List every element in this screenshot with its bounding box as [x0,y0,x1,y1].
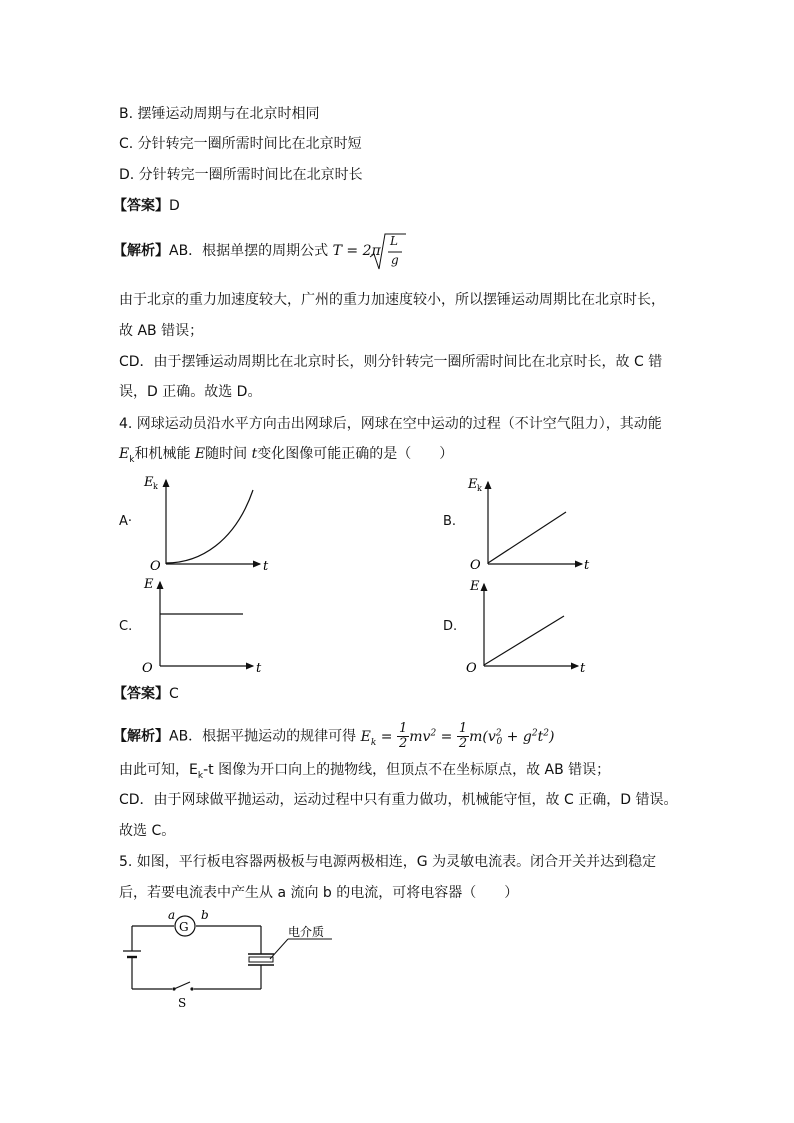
y-subscript: k [153,482,158,491]
stem-text: 随时间 [205,446,248,462]
graph-b-label: B. [443,514,457,529]
analysis-text: 由此可知，E [119,762,198,778]
analysis-text: -t 图像为开口向上的抛物线，但顶点不在坐标原点，故 AB 错误； [203,762,611,778]
formula-text: m(v [469,728,496,745]
ek-subscript: k [370,737,377,748]
answer-value: D [169,198,180,214]
sqrt-formula [368,231,408,273]
node-b-label: b [201,908,209,922]
fraction-denominator: 2 [458,736,468,752]
y-label: E [470,579,480,594]
square: 2 [531,728,538,738]
q3-analysis-line-1 [113,241,381,261]
t-symbol: t [251,446,258,462]
graph-a [140,470,280,576]
q5-stem-line-1: 5. 如图，平行板电容器两极板与电源两极相连，G 为灵敏电流表。闭合开关并达到稳定 [119,854,657,870]
stem-text: 变化图像可能正确的是（ ） [257,446,454,462]
equals: = [376,728,397,745]
origin-label: O [150,559,161,574]
analysis-text: AB．根据单摆的周期公式 [169,243,329,259]
graph-c-label: C. [119,619,133,634]
square: 2 [430,728,437,738]
v0-subscript: 0 [496,737,503,748]
leader-line [270,939,288,959]
answer-tag: 【答案】 [113,686,169,702]
graph-c [140,574,280,678]
answer-tag: 【答案】 [113,198,169,214]
line [488,512,566,563]
switch-label: S [178,996,187,1010]
q3-analysis-line-5: 误，D 正确。故选 D。 [119,384,262,400]
switch-lever [174,982,190,989]
origin-label: O [466,661,477,676]
curve [166,490,253,563]
x-label: t [580,661,586,676]
dielectric-label: 电介质 [288,925,325,939]
ek-subscript: k [129,454,135,465]
dielectric-slab [249,957,273,962]
q3-analysis-line-3: 故 AB 错误； [119,323,204,339]
graph-b [464,472,604,576]
q4-stem-line-1: 4. 网球运动员沿水平方向击出网球后，网球在空中运动的过程（不计空气阻力），其动能 [119,416,662,432]
formula-text: ) [548,728,555,745]
ek-symbol: E [360,728,371,745]
line [484,616,564,665]
q4-stem-line-2 [119,444,453,470]
origin-label: O [142,661,153,676]
ek-symbol: E [119,446,130,462]
galvanometer-label: G [179,920,189,934]
q4-analysis-line-1 [113,716,554,756]
x-label: t [256,661,262,676]
analysis-text: AB．根据平抛运动的规律可得 [169,728,357,745]
y-subscript: k [477,484,482,493]
q4-answer [113,684,179,704]
q3-option-c: C. 分针转完一圈所需时间比在北京时短 [119,136,362,152]
square: 2 [543,728,549,738]
formula-denominator: g [391,253,399,267]
q4-analysis-line-3: CD．由于网球做平抛运动，运动过程中只有重力做功，机械能守恒，故 C 正确，D 错误。 [119,792,678,808]
stem-text: 和机械能 [134,446,191,462]
graph-a-label: A· [119,514,133,529]
ek-formula [360,721,555,752]
analysis-tag: 【解析】 [113,728,169,745]
q3-option-d: D. 分针转完一圈所需时间比在北京时长 [119,167,363,183]
q3-option-b: B. 摆锤运动周期与在北京时相同 [119,106,320,122]
q3-analysis-line-2: 由于北京的重力加速度较大，广州的重力加速度较小，所以摆锤运动周期比在北京时长， [119,292,665,308]
formula-lhs: T = 2π [332,243,381,259]
graph-d-label: D. [443,619,458,634]
ek-subscript: k [197,770,204,781]
formula-text: t [537,728,544,745]
circuit-diagram [118,906,348,1012]
q4-analysis-line-4: 故选 C。 [119,823,176,839]
q3-answer [113,196,180,216]
x-label: t [263,559,269,574]
formula-text: + g [502,728,532,745]
mv: mv [409,728,431,745]
answer-value: C [169,686,179,702]
square: 2 [495,728,502,738]
origin-label: O [470,558,481,573]
y-label: E [468,477,478,492]
y-label: E [144,475,154,490]
equals: = [436,728,457,745]
formula-numerator: L [390,234,398,248]
analysis-tag: 【解析】 [113,243,169,259]
fraction-numerator: 1 [398,721,408,737]
q3-analysis-line-4: CD．由于摆锤运动周期比在北京时长，则分针转完一圈所需时间比在北京时长，故 C 错 [119,354,663,370]
graph-d [464,576,604,678]
fraction-numerator: 1 [458,721,468,737]
q4-analysis-line-2 [119,760,610,786]
fraction-denominator: 2 [398,736,408,752]
switch-contact [190,987,193,990]
node-a-label: a [168,908,176,922]
half-fraction [397,722,409,751]
e-symbol: E [194,446,206,462]
x-label: t [584,558,590,573]
q5-stem-line-2: 后，若要电流表中产生从 a 流向 b 的电流，可将电容器（ ） [119,885,519,901]
y-label: E [144,577,154,592]
half-fraction [457,722,469,751]
